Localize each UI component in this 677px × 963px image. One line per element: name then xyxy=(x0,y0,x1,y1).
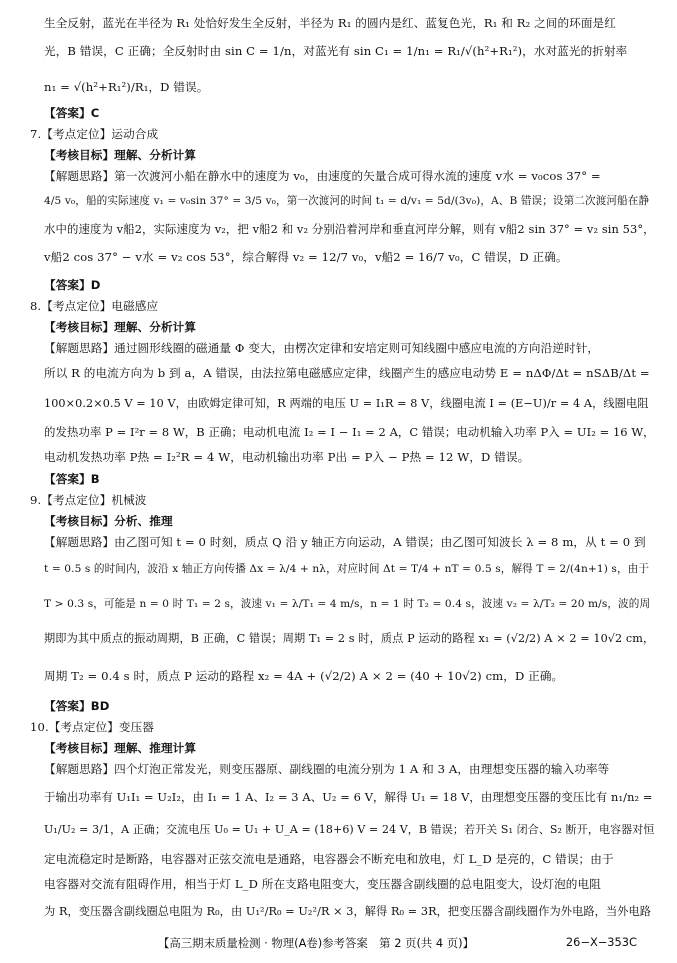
text-line: 【考核目标】理解、分析计算 xyxy=(44,148,197,162)
text-line: 8.【考点定位】电磁感应 xyxy=(30,299,159,313)
text-line: v船2 cos 37° − v水 = v₂ cos 53°，综合解得 v₂ = 12/7 v₀，v船2 = 16/7 v₀，C 错误，D 正确。 xyxy=(44,250,568,264)
text-line: 【考核目标】分析、推理 xyxy=(44,514,173,528)
text-line: 7.【考点定位】运动合成 xyxy=(30,127,159,141)
text-line: 【答案】C xyxy=(44,106,100,120)
text-line: 电动机发热功率 P热 = I₂²R = 4 W，电动机输出功率 P出 = P入 − P热 = 12 W，D 错误。 xyxy=(44,450,530,464)
text-line: 定电流稳定时是断路，电容器对正弦交流电是通路，电容器会不断充电和放电，灯 L_D 是亮的，C 错误；由于 xyxy=(44,852,614,866)
text-line: 周期 T₂ = 0.4 s 时，质点 P 运动的路程 x₂ = 4A + (√2/2) A × 2 = (40 + 10√2) cm，D 正确。 xyxy=(44,669,564,683)
text-line: 【解题思路】通过圆形线圈的磁通量 Φ 变大，由楞次定律和安培定则可知线圈中感应电流的方向沿逆时针， xyxy=(44,341,600,355)
text-line: T > 0.3 s，可能是 n = 0 时 T₁ = 2 s，波速 v₁ = λ/T₁ = 4 m/s，n = 1 时 T₂ = 0.4 s，波速 v₂ = λ/T₂ = 20 m/s，波的周 xyxy=(44,598,651,610)
text-line: 【答案】D xyxy=(44,278,101,292)
text-line: 的发热功率 P = I²r = 8 W，B 正确；电动机电流 I₂ = I − I₁ = 2 A，C 错误；电动机输入功率 P入 = UI₂ = 16 W， xyxy=(44,425,655,439)
text-line: 所以 R 的电流方向为 b 到 a，A 错误，由法拉第电磁感应定律，线圈产生的感应电动势 E = nΔΦ/Δt = nSΔB/Δt = xyxy=(44,366,650,380)
text-line: 10.【考点定位】变压器 xyxy=(30,720,154,734)
text-line: 光，B 错误，C 正确；全反射时由 sin C = 1/n，对蓝光有 sin C₁ = 1/n₁ = R₁/√(h²+R₁²)，水对蓝光的折射率 xyxy=(44,44,628,58)
text-line: 【考核目标】理解、分析计算 xyxy=(44,320,197,334)
text-line: 【考核目标】理解、推理计算 xyxy=(44,741,197,755)
page-footer: 【高三期末质量检测 · 物理(A卷)参考答案 第 2 页(共 4 页)】 xyxy=(158,936,475,950)
text-line: 【解题思路】第一次渡河小船在静水中的速度为 v₀，由速度的矢量合成可得水流的速度 v水 = v₀cos 37° = xyxy=(44,169,601,183)
text-line: 【答案】BD xyxy=(44,699,110,713)
text-line: 生全反射，蓝光在半径为 R₁ 处恰好发生全反射，半径为 R₁ 的圆内是红、蓝复色光，R₁ 和 R₂ 之间的环面是红 xyxy=(44,16,616,30)
text-line: 【解题思路】由乙图可知 t = 0 时刻，质点 Q 沿 y 轴正方向运动，A 错误；由乙图可知波长 λ = 8 m，从 t = 0 到 xyxy=(44,535,646,549)
text-line: n₁ = √(h²+R₁²)/R₁，D 错误。 xyxy=(44,80,209,94)
text-line: 9.【考点定位】机械波 xyxy=(30,493,147,507)
text-line: U₁/U₂ = 3/1，A 正确；交流电压 U₀ = U₁ + U_A = (18+6) V = 24 V，B 错误；若开关 S₁ 闭合、S₂ 断开，电容器对恒 xyxy=(44,823,655,836)
text-line: 水中的速度为 v船2，实际速度为 v₂，把 v船2 和 v₂ 分别沿着河岸和垂直河岸分解，则有 v船2 sin 37° = v₂ sin 53°， xyxy=(44,222,655,236)
paper-code: 26−X−353C xyxy=(565,935,637,949)
text-line: 4/5 v₀，船的实际速度 v₁ = v₀sin 37° = 3/5 v₀，第一次渡河的时间 t₁ = d/v₁ = 5d/(3v₀)，A、B 错误；设第二次渡河船在静 xyxy=(44,195,650,207)
text-line: 【答案】B xyxy=(44,472,100,486)
text-line: t = 0.5 s 的时间内，波沿 x 轴正方向传播 Δx = λ/4 + nλ，对应时间 Δt = T/4 + nT = 0.5 s，解得 T = 2/(4n+1) s，由于 xyxy=(44,563,650,575)
text-line: 期即为其中质点的振动周期，B 正确，C 错误；周期 T₁ = 2 s 时，质点 P 运动的路程 x₁ = (√2/2) A × 2 = 10√2 cm， xyxy=(44,632,655,645)
text-line: 电容器对交流有阻碍作用，相当于灯 L_D 所在支路电阻变大，变压器含副线圈的总电阻变大，设灯泡的电阻 xyxy=(44,877,601,891)
text-line: 【解题思路】四个灯泡正常发光，则变压器原、副线圈的电流分别为 1 A 和 3 A，由理想变压器的输入功率等 xyxy=(44,762,610,776)
text-line: 为 R，变压器含副线圈总电阻为 R₀，由 U₁²/R₀ = U₂²/R × 3，解得 R₀ = 3R，把变压器含副线圈作为外电路，当外电路 xyxy=(44,905,652,918)
text-line: 100×0.2×0.5 V = 10 V，由欧姆定律可知，R 两端的电压 U = I₁R = 8 V，线圈电流 I = (E−U)/r = 4 A，线圈电阻 xyxy=(44,397,649,410)
text-line: 于输出功率有 U₁I₁ = U₂I₂，由 I₁ = 1 A、I₂ = 3 A、U₂ = 6 V，解得 U₁ = 18 V，由理想变压器的变压比有 n₁/n₂ = xyxy=(44,790,653,804)
